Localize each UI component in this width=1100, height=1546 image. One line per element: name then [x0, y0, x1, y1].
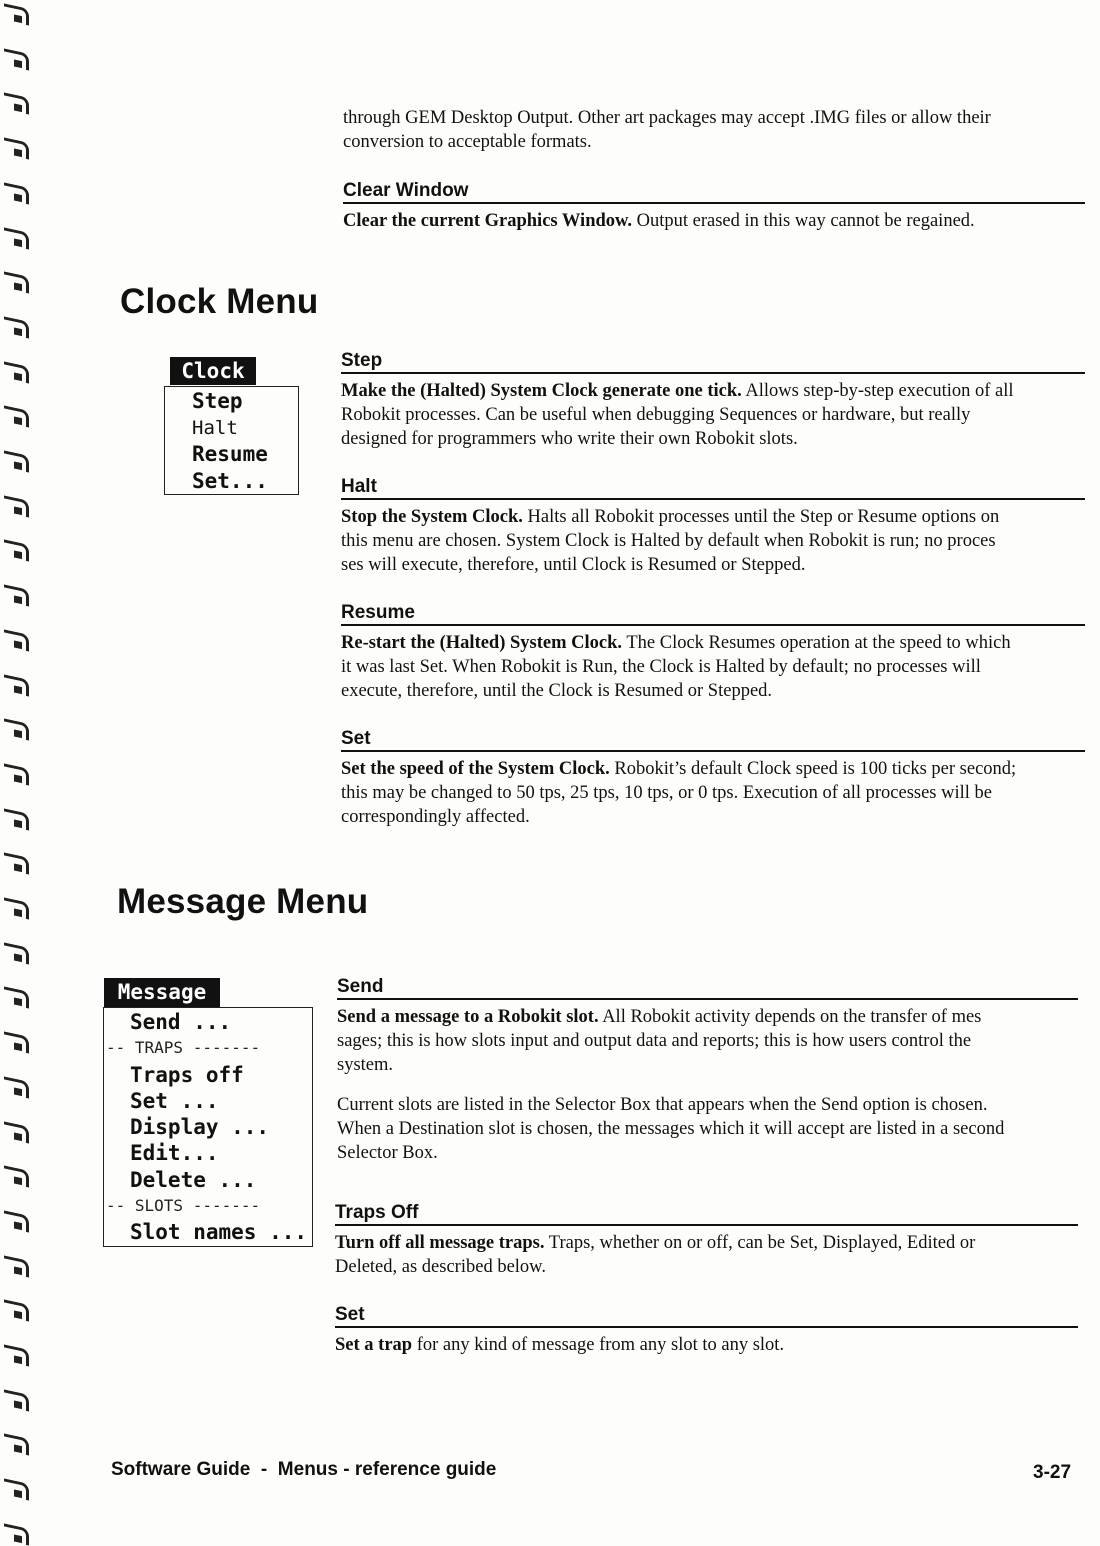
entry-traps-off	[335, 1202, 1078, 1279]
entry-lead: Set a trap	[335, 1335, 413, 1355]
entry-heading: Halt	[341, 476, 1085, 500]
section-title-clock: Clock Menu	[120, 282, 319, 321]
entry-lead: Set the speed of the System Clock.	[341, 759, 610, 779]
clock-menu-title: Clock	[170, 357, 256, 385]
binding-ring	[4, 271, 29, 293]
binding-ring	[4, 674, 29, 696]
entry-text: Halts all Robokit processes until the Step or Resume options on	[522, 507, 1000, 527]
clock-menu-items	[192, 388, 268, 494]
binding-ring	[4, 1121, 29, 1143]
footer-title: Software Guide - Menus - reference guide	[111, 1459, 497, 1480]
entry-line	[335, 1333, 1078, 1357]
entry-heading: Clear Window	[343, 180, 1085, 204]
entry-line	[341, 757, 1085, 781]
entry-line: this menu are chosen. System Clock is Halted by default when Robokit is run; no proces	[341, 531, 996, 551]
entry-send	[337, 976, 1078, 1165]
binding-ring	[4, 629, 29, 651]
entry-line: this may be changed to 50 tps, 25 tps, 10 tps, or 0 tps. Execution of all processes will be	[341, 783, 992, 803]
menu-item-display: Display ...	[130, 1115, 270, 1140]
binding-ring	[4, 1076, 29, 1098]
binding-ring	[4, 316, 29, 338]
binding-ring	[4, 808, 29, 830]
binding-ring	[4, 182, 29, 204]
entry-line: correspondingly affected.	[341, 807, 530, 827]
entry-body	[341, 631, 1085, 703]
binding-ring	[4, 1165, 29, 1187]
menu-item-slot-names: Slot names ...	[130, 1220, 308, 1245]
entry-text: Allows step-by-step execution of all	[741, 381, 1014, 401]
entry-line	[337, 1005, 1078, 1029]
entry-line: designed for programmers who write their own Robokit slots.	[341, 429, 798, 449]
binding-ring	[4, 1433, 29, 1455]
message-menu-title: Message	[104, 978, 220, 1007]
entry-line: ses will execute, therefore, until Clock is Resumed or Stepped.	[341, 555, 806, 575]
entry-set	[341, 728, 1085, 829]
entry-lead: Send a message to a Robokit slot.	[337, 1007, 599, 1027]
entry-heading: Step	[341, 350, 1085, 374]
entry-heading: Traps Off	[335, 1202, 1078, 1226]
entry-line: Deleted, as described below.	[335, 1257, 546, 1277]
entry-resume	[341, 602, 1085, 703]
binding-ring	[4, 450, 29, 472]
binding-ring	[4, 1299, 29, 1321]
entry-line	[335, 1231, 1078, 1255]
binding-ring	[4, 48, 29, 70]
entry-text: The Clock Resumes operation at the speed to which	[622, 633, 1011, 653]
binding-ring	[4, 942, 29, 964]
binding-ring	[4, 1344, 29, 1366]
menu-item-send: Send ...	[130, 1010, 232, 1034]
binding-ring	[4, 227, 29, 249]
binding-ring	[4, 1031, 29, 1053]
entry-halt	[341, 476, 1085, 577]
menu-separator-traps: -- TRAPS -------	[106, 1038, 261, 1058]
entry-line	[341, 379, 1085, 403]
entry-heading: Send	[337, 976, 1078, 1000]
binding-ring	[4, 361, 29, 383]
entry-line: sages; this is how slots input and output data and reports; this is how users control the	[337, 1031, 972, 1051]
binding-ring	[4, 1523, 29, 1545]
entry-line	[341, 631, 1085, 655]
binding-ring	[4, 897, 29, 919]
entry-line: Robokit processes. Can be useful when debugging Sequences or hardware, but really	[341, 405, 971, 425]
entry-text: Output erased in this way cannot be regained.	[632, 211, 975, 231]
binding-ring	[4, 137, 29, 159]
entry-body	[341, 505, 1085, 577]
intro-line: through GEM Desktop Output. Other art packages may accept .IMG files or allow their	[343, 108, 991, 128]
entry-body	[343, 209, 1085, 233]
spiral-binding	[0, 0, 34, 1542]
entry-body	[341, 757, 1085, 829]
entry-line: execute, therefore, until the Clock is Resumed or Stepped.	[341, 681, 773, 701]
message-menu-items	[106, 1009, 307, 1246]
entry-line: Selector Box.	[337, 1143, 438, 1163]
binding-ring	[4, 1478, 29, 1500]
binding-ring	[4, 405, 29, 427]
binding-ring	[4, 1255, 29, 1277]
entry-line: it was last Set. When Robokit is Run, the Clock is Halted by default; no processes will	[341, 657, 981, 677]
entry-body	[335, 1333, 1078, 1357]
entry-line: system.	[337, 1055, 394, 1075]
entry-body	[337, 1005, 1078, 1165]
entry-line: Current slots are listed in the Selector Box that appears when the Send option is chosen.	[337, 1095, 988, 1115]
intro-line: conversion to acceptable formats.	[343, 132, 592, 152]
binding-ring	[4, 763, 29, 785]
entry-heading: Set	[341, 728, 1085, 752]
entry-line: When a Destination slot is chosen, the messages which it will accept are listed in a second	[337, 1119, 1005, 1139]
clear-window-entry	[343, 180, 1085, 233]
section-title-message: Message Menu	[117, 882, 369, 921]
menu-item-resume: Resume	[192, 442, 268, 466]
menu-separator-slots: -- SLOTS -------	[106, 1196, 261, 1216]
entry-lead: Stop the System Clock.	[341, 507, 523, 527]
menu-item-step: Step	[192, 389, 243, 413]
intro-paragraph	[343, 106, 1088, 154]
binding-ring	[4, 495, 29, 517]
binding-ring	[4, 852, 29, 874]
entry-step	[341, 350, 1085, 451]
entry-line	[337, 1077, 1078, 1093]
menu-item-edit: Edit...	[130, 1141, 219, 1166]
entry-lead: Re-start the (Halted) System Clock.	[341, 633, 623, 653]
entry-lead: Turn off all message traps.	[335, 1233, 545, 1253]
binding-ring	[4, 1389, 29, 1411]
entry-body	[335, 1231, 1078, 1279]
entry-text: All Robokit activity depends on the transfer of mes	[598, 1007, 982, 1027]
binding-ring	[4, 92, 29, 114]
entry-text: for any kind of message from any slot to any slot.	[412, 1335, 785, 1355]
binding-ring	[4, 986, 29, 1008]
menu-item-delete: Delete ...	[130, 1167, 257, 1192]
entry-line	[341, 505, 1085, 529]
entry-text: Robokit’s default Clock speed is 100 ticks per second;	[609, 759, 1017, 779]
entry-body	[341, 379, 1085, 451]
entry-lead: Make the (Halted) System Clock generate one tick.	[341, 381, 742, 401]
menu-item-halt: Halt	[192, 416, 238, 439]
binding-ring	[4, 539, 29, 561]
binding-ring	[4, 718, 29, 740]
entry-text: Traps, whether on or off, can be Set, Displayed, Edited or	[544, 1233, 976, 1253]
entry-heading: Resume	[341, 602, 1085, 626]
binding-ring	[4, 3, 29, 25]
entry-lead: Clear the current Graphics Window.	[343, 211, 632, 231]
menu-item-set: Set...	[192, 468, 268, 493]
binding-ring	[4, 584, 29, 606]
page-number: 3-27	[1033, 1462, 1072, 1483]
menu-item-set: Set ...	[130, 1088, 219, 1113]
entry-heading: Set	[335, 1304, 1078, 1328]
menu-item-traps-off: Traps off	[130, 1062, 244, 1087]
binding-ring	[4, 1210, 29, 1232]
entry-set	[335, 1304, 1078, 1357]
